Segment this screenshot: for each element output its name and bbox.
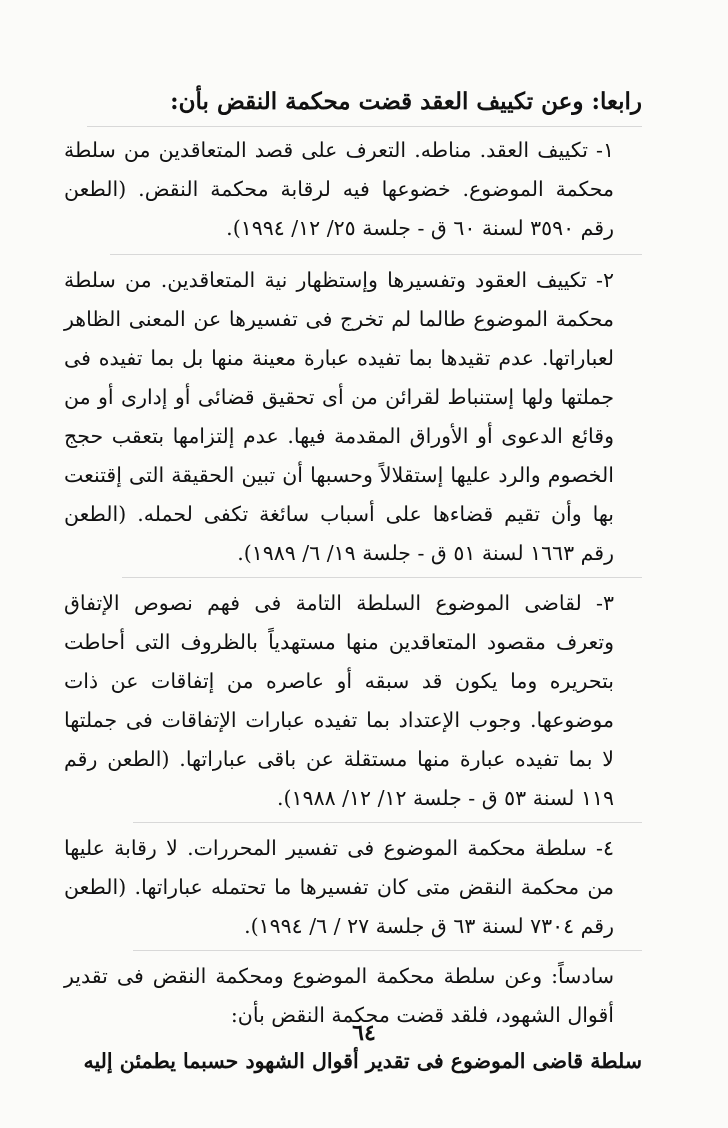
section-heading: رابعا: وعن تكييف العقد قضت محكمة النقض بأن: [170, 88, 642, 115]
page-body [64, 82, 642, 1081]
divider [110, 254, 642, 255]
ruling-paragraph-2: ٢- تكييف العقود وتفسيرها وإستظهار نية المتعاقدين. من سلطة محكمة الموضوع طالما لم تخرج فى تفسيرها عن المعنى الظاهر لعباراتها. عدم تقيدها بما تفيده عبارة معينة منها بل بما تفيده فى جملتها ولها إستنباط لقرائن من أى تحقيق قضائى أو إدارى أو من وقائع الدعوى أو الأوراق المقدمة فيها. عدم إلتزامها بتعقب حجج الخصوم والرد عليها إستقلالاً وحسبها أن تبين الحقيقة التى إقتنعت بها وأن تقيم قضاءها على أسباب سائغة تكفى لحمله. (الطعن رقم ١٦٦٣ لسنة ٥١ ق - جلسة ١٩/ ٦/ ١٩٨٩). [64, 268, 614, 565]
section-intro-paragraph: سادساً: وعن سلطة محكمة الموضوع ومحكمة النقض فى تقدير أقوال الشهود، فلقد قضت محكمة النقض بأن: [64, 964, 614, 1027]
divider [87, 126, 642, 127]
ruling-paragraph-1: ١- تكييف العقد. مناطه. التعرف على قصد المتعاقدين من سلطة محكمة الموضوع. خضوعها فيه لرقابة محكمة النقض. (الطعن رقم ٣٥٩٠ لسنة ٦٠ ق - جلسة ٢٥/ ١٢/ ١٩٩٤). [64, 138, 614, 240]
ruling-paragraph-3: ٣- لقاضى الموضوع السلطة التامة فى فهم نصوص الإتفاق وتعرف مقصود المتعاقدين منها مستهدياً بالظروف التى أحاطت بتحريره وما يكون قد سبقه أو عاصره من إتفاقات عن ذات موضوعها. وجوب الإعتداد بما تفيده عبارات الإتفاقات فى جملتها لا بما تفيده عبارة منها مستقلة عن باقى عباراتها. (الطعن رقم ١١٩ لسنة ٥٣ ق - جلسة ١٢/ ١٢/ ١٩٨٨). [64, 591, 614, 810]
divider [133, 950, 642, 951]
page-number: ٦٤ [352, 1020, 376, 1046]
divider [133, 822, 642, 823]
ruling-paragraph-bold: سلطة قاضى الموضوع فى تقدير أقوال الشهود حسبما يطمئن إليه [83, 1049, 642, 1073]
ruling-paragraph-4: ٤- سلطة محكمة الموضوع فى تفسير المحررات. لا رقابة عليها من محكمة النقض متى كان تفسيرها ما تحتمله عباراتها. (الطعن رقم ٧٣٠٤ لسنة ٦٣ ق جلسة ٢٧ / ٦/ ١٩٩٤). [64, 836, 614, 938]
divider [122, 577, 642, 578]
